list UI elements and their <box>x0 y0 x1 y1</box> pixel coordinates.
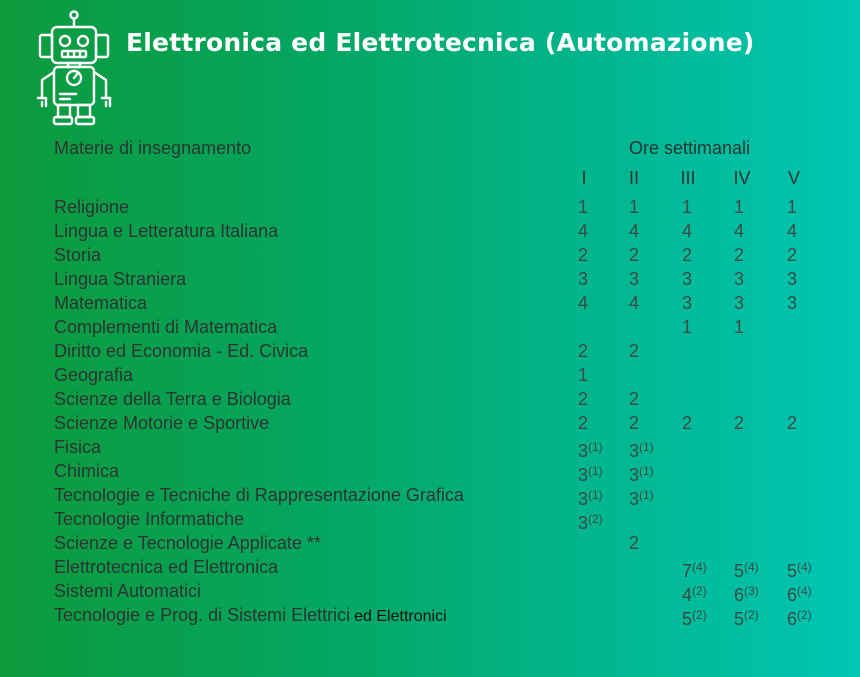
hours-cell: 2 <box>629 245 640 265</box>
hours-cell: 5$^{(4)}$ <box>734 560 759 581</box>
hours-cell: 4 <box>629 221 640 241</box>
hours-cell: 2 <box>629 413 640 433</box>
hours-cell: 2 <box>682 245 693 265</box>
subject-name: Sistemi Automatici <box>54 581 202 601</box>
table-row <box>0 243 860 267</box>
hours-cell: 4 <box>682 221 693 241</box>
table-row <box>0 459 860 483</box>
hours-cell: 2 <box>578 341 589 361</box>
table-row <box>0 267 860 291</box>
hours-cell: 5$^{(2)}$ <box>682 608 707 629</box>
hours-cell: 3$^{(1)}$ <box>578 488 603 509</box>
hours-cell: 2 <box>734 245 745 265</box>
hours-cell: 2 <box>578 413 589 433</box>
subject-name: Lingua Straniera <box>54 269 187 289</box>
hours-cell: 3 <box>682 293 693 313</box>
table-row <box>0 363 860 387</box>
hours-cell: 5$^{(4)}$ <box>787 560 812 581</box>
subject-name: Lingua e Letteratura Italiana <box>54 221 279 241</box>
hours-cell: 1 <box>682 197 693 217</box>
hours-cell: 1 <box>734 197 745 217</box>
hours-cell: 1 <box>578 197 589 217</box>
year-header: II <box>628 168 639 188</box>
hours-cell: 3 <box>787 293 798 313</box>
hours-cell: 1 <box>578 365 589 385</box>
subject-name: Tecnologie e Prog. di Sistemi Elettrici ed Elettronici <box>54 605 447 625</box>
subjects-header: Materie di insegnamento <box>54 138 252 158</box>
hours-cell: 4 <box>734 221 745 241</box>
table-row <box>0 435 860 459</box>
hours-cell: 1 <box>787 197 798 217</box>
hours-cell: 2 <box>629 389 640 409</box>
subject-name: Matematica <box>54 293 148 313</box>
hours-cell: 2 <box>629 533 640 553</box>
page-title: Elettronica ed Elettrotecnica (Automazione) <box>126 28 755 57</box>
subject-name: Chimica <box>54 461 120 481</box>
hours-cell: 2 <box>787 413 798 433</box>
subject-name-extra: ed Elettronici <box>354 608 447 625</box>
hours-cell: 3 <box>734 293 745 313</box>
year-header: V <box>787 168 800 188</box>
hours-cell: 1 <box>734 317 745 337</box>
hours-cell: 3 <box>734 269 745 289</box>
table-row <box>0 579 860 603</box>
year-header: I <box>581 168 587 188</box>
subject-name: Scienze e Tecnologie Applicate ** <box>54 533 321 553</box>
table-row <box>0 603 860 627</box>
hours-cell: 7$^{(4)}$ <box>682 560 707 581</box>
year-header: III <box>680 168 696 188</box>
hours-cell: 4 <box>787 221 798 241</box>
hours-cell: 3$^{(1)}$ <box>629 440 654 461</box>
table-row <box>0 291 860 315</box>
hours-cell: 3$^{(1)}$ <box>629 488 654 509</box>
table-row <box>0 411 860 435</box>
table-row <box>0 219 860 243</box>
table-row <box>0 315 860 339</box>
hours-cell: 3$^{(1)}$ <box>629 464 654 485</box>
hours-cell: 3 <box>787 269 798 289</box>
hours-cell: 2 <box>629 341 640 361</box>
hours-cell: 3$^{(2)}$ <box>578 512 603 533</box>
hours-cell: 3 <box>578 269 589 289</box>
year-header: IV <box>733 168 751 188</box>
hours-cell: 4 <box>578 293 589 313</box>
hours-cell: 4$^{(2)}$ <box>682 584 707 605</box>
subject-name: Elettrotecnica ed Elettronica <box>54 557 279 577</box>
hours-cell: 3 <box>682 269 693 289</box>
table-row <box>0 387 860 411</box>
subject-name: Tecnologie e Tecniche di Rappresentazione Grafica <box>54 485 464 505</box>
hours-cell: 2 <box>787 245 798 265</box>
hours-cell: 2 <box>682 413 693 433</box>
subject-name: Fisica <box>54 437 102 457</box>
hours-cell: 3 <box>629 269 640 289</box>
subject-name: Complementi di Matematica <box>54 317 278 337</box>
hours-cell: 3$^{(1)}$ <box>578 464 603 485</box>
hours-cell: 2 <box>734 413 745 433</box>
hours-header: Ore settimanali <box>629 138 751 158</box>
hours-cell: 6$^{(3)}$ <box>734 584 759 605</box>
table-row <box>0 531 860 555</box>
subject-name: Religione <box>54 197 130 217</box>
hours-cell: 1 <box>682 317 693 337</box>
hours-cell: 1 <box>629 197 640 217</box>
subject-name: Diritto ed Economia - Ed. Civica <box>54 341 309 361</box>
hours-cell: 2 <box>578 245 589 265</box>
subject-name: Scienze Motorie e Sportive <box>54 413 270 433</box>
subject-name: Storia <box>54 245 102 265</box>
table-row <box>0 195 860 219</box>
robot-icon <box>34 10 114 128</box>
subject-name: Tecnologie Informatiche <box>54 509 245 529</box>
hours-cell: 3$^{(1)}$ <box>578 440 603 461</box>
hours-cell: 6$^{(4)}$ <box>787 584 812 605</box>
subject-name: Geografia <box>54 365 134 385</box>
table-row <box>0 339 860 363</box>
table-row <box>0 507 860 531</box>
hours-cell: 4 <box>578 221 589 241</box>
hours-cell: 4 <box>629 293 640 313</box>
hours-cell: 6$^{(2)}$ <box>787 608 812 629</box>
hours-cell: 2 <box>578 389 589 409</box>
hours-cell: 5$^{(2)}$ <box>734 608 759 629</box>
table-row <box>0 483 860 507</box>
subject-name: Scienze della Terra e Biologia <box>54 389 291 409</box>
table-row <box>0 555 860 579</box>
